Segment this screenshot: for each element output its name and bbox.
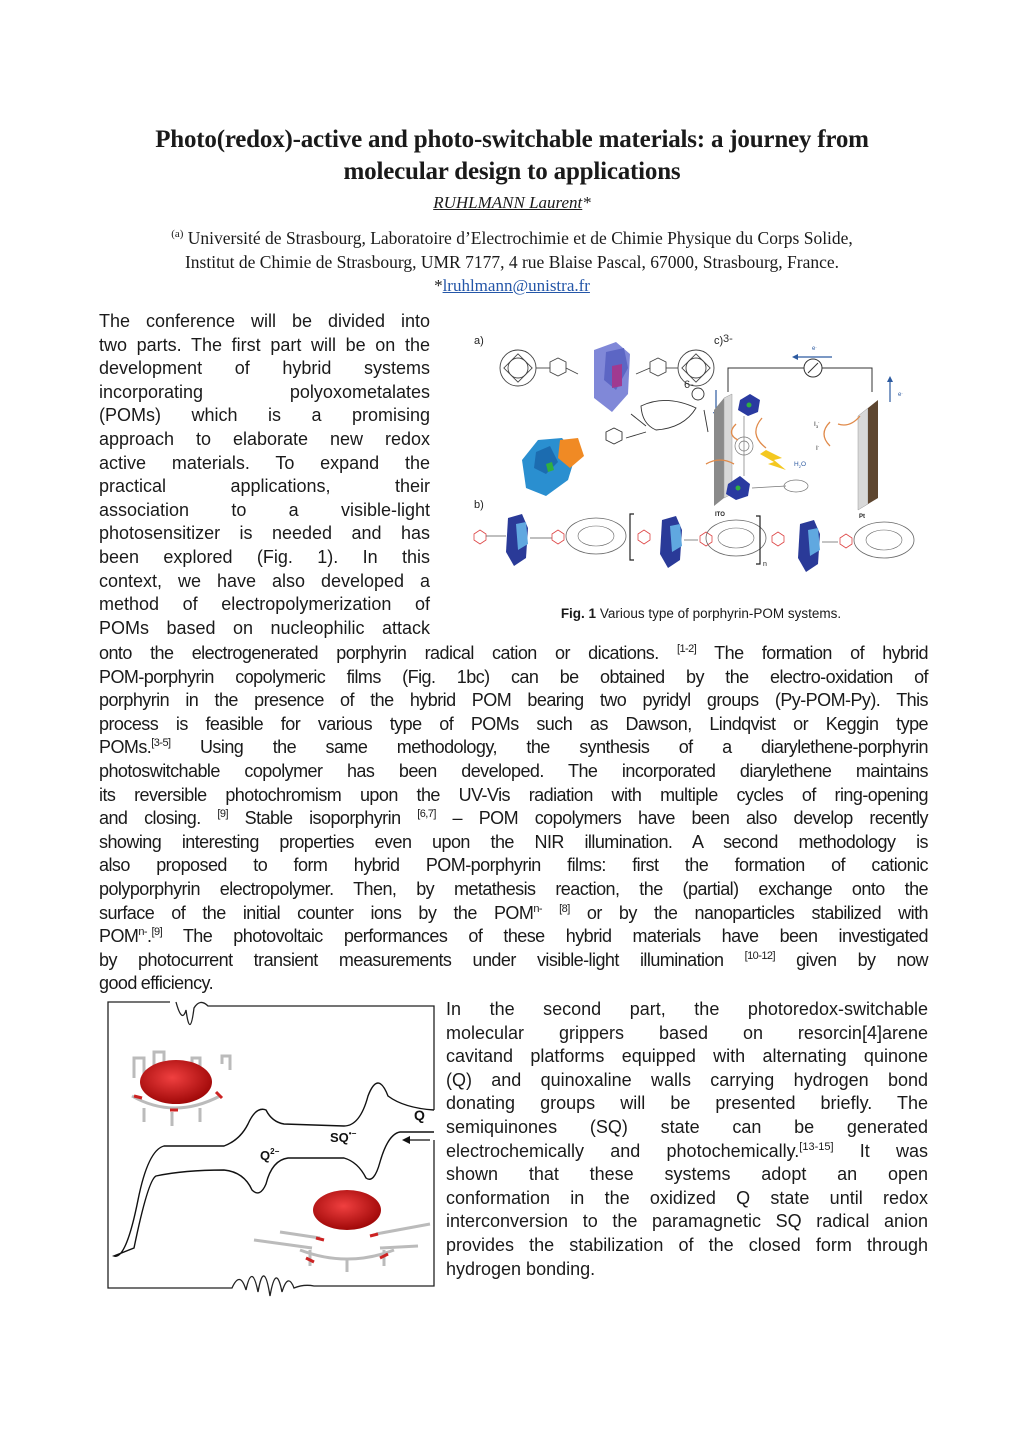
electron-flow-arrow-top bbox=[792, 344, 832, 360]
porphyrin-right bbox=[636, 350, 714, 386]
electron-flow-arrow-right bbox=[887, 376, 903, 402]
cavitand-open bbox=[132, 1052, 230, 1126]
text-line: good efficiency. bbox=[99, 973, 214, 994]
figure-2-cyclic-voltammogram bbox=[104, 1000, 438, 1306]
text-line: development of hybrid systems bbox=[99, 358, 430, 379]
text-line: shown that these systems adopt an open bbox=[446, 1164, 928, 1185]
citation: [9] bbox=[151, 926, 163, 939]
author-marker: * bbox=[582, 193, 591, 212]
porphyrin-left bbox=[500, 350, 578, 386]
text-line: practical applications, their bbox=[99, 476, 430, 497]
panel-label-c: c) bbox=[714, 335, 724, 347]
citation: [3-5] bbox=[151, 737, 171, 750]
text-line: method of electropolymerization of bbox=[99, 594, 430, 615]
superscript-charge: n- bbox=[533, 902, 543, 915]
text-line: process is feasible for various type of POMs such as Dawson, Lindqvist or Keggin type bbox=[99, 713, 928, 734]
citation: [10-12] bbox=[744, 949, 775, 962]
affiliation-line-2: Institut de Chimie de Strasbourg, UMR 7177, 4 rue Blaise Pascal, 67000, Strasbourg, France. bbox=[184, 251, 840, 272]
label-q-dianion: $Q^{2-}$ bbox=[260, 1147, 280, 1163]
citation: [1-2] bbox=[676, 643, 697, 655]
text-line: onto the electrogenerated porphyrin radical cation or dications. [1-2] The formation of hybrid bbox=[99, 643, 928, 663]
caption-label: Fig. 1 bbox=[560, 606, 597, 621]
text-line: POMs.[3-5] Using the same methodology, the synthesis of a diarylethene-porphyrin bbox=[99, 737, 928, 758]
pom-cluster-orange bbox=[522, 438, 584, 496]
copolymer-chain bbox=[474, 514, 914, 572]
author-line bbox=[0, 193, 1024, 213]
text-line: conformation in the oxidized Q state until redox bbox=[446, 1187, 928, 1208]
citation: [8] bbox=[559, 902, 570, 915]
text-line: also proposed to form hybrid POM-porphyrin films: first the formation of cationic bbox=[99, 855, 928, 876]
superscript-charge: n- bbox=[138, 926, 148, 939]
pt-label: Pt bbox=[859, 514, 865, 520]
charge-label: 3- bbox=[723, 333, 733, 345]
paragraph-grippers bbox=[446, 998, 928, 1281]
text-line: active materials. To expand the bbox=[99, 452, 430, 473]
affiliation-line-1: Université de Strasbourg, Laboratoire d’Electrochimie et de Chimie Physique du Corps Solide, bbox=[187, 227, 853, 248]
text-line: hydrogen bonding. bbox=[446, 1258, 596, 1279]
text-line: electrochemically and photochemically.[13-15] It was bbox=[446, 1140, 928, 1161]
citation: [13-15] bbox=[799, 1140, 834, 1153]
panel-label-a: a) bbox=[474, 335, 484, 347]
text-line: donating groups will be presented briefly. The bbox=[446, 1093, 928, 1114]
voltammogram-curve bbox=[114, 1083, 434, 1256]
affiliation bbox=[80, 222, 944, 274]
triiodide-label: $I_3^-$ bbox=[814, 419, 820, 429]
citation: [6,7] bbox=[417, 808, 436, 821]
text-line: approach to elaborate new redox bbox=[99, 428, 430, 449]
text-line: and closing. [9] Stable isoporphyrin [6,7] – POM copolymers have been also develop recently bbox=[99, 808, 928, 829]
text-line: $POM^{n-}.[9]$ The photovoltaic performances of these hybrid materials have been investigated bbox=[99, 926, 928, 947]
text-line: polyporphyrin electropolymer. Then, by metathesis reaction, the (partial) exchange onto the bbox=[99, 878, 928, 899]
text-line: interconversion to the paramagnetic SQ radical anion bbox=[446, 1211, 928, 1232]
text-line: cavitand platforms equipped with alternating quinone bbox=[446, 1046, 928, 1067]
text-line: its reversible photochromism upon the UV-Vis radiation with multiple cycles of ring-opening bbox=[99, 784, 928, 805]
electron-label: e bbox=[812, 346, 816, 352]
label-sq-radical: SQ•− bbox=[330, 1129, 357, 1145]
text-line: photosensitizer is needed and has bbox=[99, 523, 430, 544]
email-prefix: * bbox=[434, 276, 443, 295]
panel-label-b: b) bbox=[474, 499, 484, 511]
light-flash-icon bbox=[760, 450, 786, 470]
title-line-2: molecular design to applications bbox=[343, 158, 681, 185]
text-line: The conference will be divided into bbox=[99, 311, 430, 331]
email-line bbox=[0, 276, 1024, 296]
frame-top-right bbox=[176, 1002, 434, 1110]
charge-label: 6- bbox=[684, 379, 694, 391]
svg-text:e-: e- bbox=[898, 390, 903, 398]
label-q: Q bbox=[414, 1107, 425, 1123]
text-line: provides the stabilization of the closed form through bbox=[446, 1234, 928, 1255]
text-line: (POMs) which is a promising bbox=[99, 405, 430, 426]
text-line: POMs based on nucleophilic attack bbox=[99, 617, 430, 638]
text-line: incorporating polyoxometalates bbox=[99, 381, 430, 402]
text-line: association to a visible-light bbox=[99, 499, 430, 520]
text-line: In the second part, the photoredox-switchable bbox=[446, 999, 928, 1019]
circuit-wire bbox=[728, 368, 872, 392]
text-line: by photocurrent transient measurements under visible-light illumination [10-12] given by now bbox=[99, 949, 928, 970]
text-line: been explored (Fig. 1). In this bbox=[99, 546, 430, 567]
text-line: two parts. The first part will be on the bbox=[99, 334, 430, 355]
affiliation-marker: (a) bbox=[171, 228, 184, 240]
pom-cluster-c-top bbox=[738, 394, 760, 416]
paragraph-methods bbox=[99, 642, 928, 996]
author-name: RUHLMANN Laurent bbox=[433, 193, 583, 212]
text-line: (Q) and quinoxaline walls carrying hydrogen bond bbox=[446, 1069, 928, 1090]
water-label: $H_2O$ bbox=[794, 461, 806, 469]
page-title bbox=[60, 124, 964, 188]
arrow-scan-direction bbox=[402, 1136, 430, 1144]
text-line: semiquinones (SQ) state can be generated bbox=[446, 1116, 928, 1137]
title-line-1: Photo(redox)-active and photo-switchable materials: a journey from bbox=[155, 126, 869, 153]
text-line: context, we have also developed a bbox=[99, 570, 430, 591]
figure-1-caption bbox=[466, 606, 936, 621]
svg-text:e-: e- bbox=[812, 344, 817, 352]
text-line: POM-porphyrin copolymeric films (Fig. 1bc) can be obtained by the electro-oxidation of bbox=[99, 666, 928, 687]
caption-text: Various type of porphyrin-POM systems. bbox=[596, 606, 842, 621]
email-link[interactable]: lruhlmann@unistra.fr bbox=[442, 276, 590, 295]
paragraph-intro bbox=[99, 310, 430, 640]
figure-1-porphyrin-pom bbox=[466, 328, 936, 628]
text-line: molecular grippers based on resorcin[4]arene bbox=[446, 1022, 928, 1043]
pom-cluster-a bbox=[594, 342, 630, 412]
citation: [9] bbox=[217, 808, 228, 821]
pt-electrode bbox=[858, 400, 878, 510]
ito-label: ITO bbox=[715, 512, 725, 518]
cavitand-closed bbox=[254, 1190, 430, 1272]
text-line: porphyrin in the presence of the hybrid POM bearing two pyridyl groups (Py-POM-Py). This bbox=[99, 690, 928, 711]
text-line: showing interesting properties even upon the NIR illumination. A second methodology is bbox=[99, 831, 928, 852]
text-line: photoswitchable copolymer has been developed. The incorporated diarylethene maintains bbox=[99, 760, 928, 781]
iodide-label: I- bbox=[816, 443, 820, 452]
text-line: surface of the initial counter ions by the $POM^{n-}$ [8] or by the nanoparticles stabilized with bbox=[99, 902, 928, 923]
repeat-unit-n: n bbox=[763, 561, 767, 568]
